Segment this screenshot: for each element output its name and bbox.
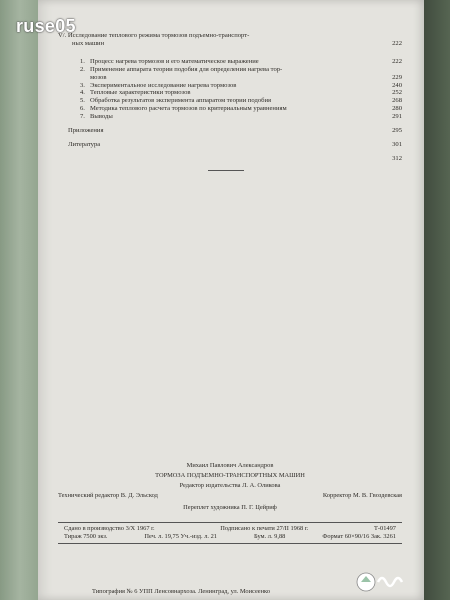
format-order: Формат 60×90/16 Зак. 3261 <box>322 533 396 540</box>
production-date: Сдано в производство 3/X 1967 г. <box>64 525 155 532</box>
toc-entry <box>80 89 402 97</box>
literature-page: 301 <box>392 140 402 148</box>
toc-entry-page: 222 <box>392 57 402 65</box>
toc-entry-number: 3. <box>80 81 85 89</box>
technical-editor: Технический редактор В. Д. Эльскод <box>58 492 158 499</box>
cover-artist: Переплет художника П. Г. Цейриф <box>183 504 277 511</box>
section-divider <box>208 170 244 171</box>
signed-date: Подписано к печати 27/II 1968 г. <box>220 525 309 532</box>
toc-entry-page: 291 <box>392 113 402 121</box>
publisher-editor: Редактор издательства Л. А. Оликова <box>179 482 281 489</box>
toc-entry-number: 1. <box>80 57 85 65</box>
chapter-heading <box>58 32 402 48</box>
staff-line <box>58 492 402 500</box>
toc-literature <box>68 141 402 149</box>
toc-entry <box>80 105 402 113</box>
last-page-number: 312 <box>392 154 402 162</box>
toc-entry <box>80 74 402 82</box>
author-name: Михаил Павлович Александров <box>186 462 274 469</box>
toc-entry-number: 5. <box>80 97 85 105</box>
toc-entry-page: 229 <box>392 73 402 81</box>
toc-appendix <box>68 127 402 135</box>
toc-entry-page: 280 <box>392 105 402 113</box>
toc-entry-number: 7. <box>80 113 85 121</box>
toc-last-page <box>68 155 402 163</box>
print-specs-row <box>64 525 396 533</box>
toc-entry <box>80 113 402 121</box>
sheets-info: Печ. л. 19,75 Уч.-изд. л. 21 <box>144 533 217 540</box>
chapter-title-line2: ных машин <box>72 39 105 47</box>
toc-entry-text: Тепловые характеристики тормозов <box>90 89 191 97</box>
toc-entry-number: 6. <box>80 105 85 113</box>
toc-entry-number: 2. <box>80 65 85 73</box>
toc-entry-text: Методика теплового расчета тормозов по критериальным уравнениям <box>90 105 287 113</box>
print-specs <box>58 522 402 544</box>
toc-entry-text: Экспериментальное исследование нагрева тормозов <box>90 81 237 89</box>
colophon <box>58 462 402 544</box>
watermark-logo: ruse05 <box>16 16 76 36</box>
toc-entry-text: Выводы <box>90 113 113 121</box>
toc-entry <box>80 66 402 74</box>
toc-entry <box>80 82 402 90</box>
toc-entry-text: Применение аппарата теории подобия для определения нагрева тор- <box>90 65 283 73</box>
appendix-page: 295 <box>392 127 402 135</box>
order-code: Т-01497 <box>373 525 396 532</box>
chapter-page: 222 <box>392 39 402 47</box>
toc-entry-page: 268 <box>392 97 402 105</box>
chapter-title-line1: V/. Исследование теплового режима тормозов подъемно-транспорт- <box>58 32 250 39</box>
corner-logo-icon <box>356 560 420 596</box>
toc-entry-page: 240 <box>392 81 402 89</box>
book-title: ТОРМОЗА ПОДЪЕМНО-ТРАНСПОРТНЫХ МАШИН <box>155 472 305 479</box>
book-cover-edge <box>422 0 450 600</box>
corrector: Корректор М. В. Гвоздевская <box>322 492 402 499</box>
printer-line: Типография № 6 УПП Ленсовнархоза. Ленинград, ул. Моисеенко <box>92 588 271 595</box>
table-of-contents <box>58 32 402 163</box>
toc-entry-number: 4. <box>80 89 85 97</box>
paper-sheets: Бум. л. 9,88 <box>253 533 286 540</box>
print-run: Тираж 7500 экз. <box>64 533 108 540</box>
literature-label: Литература <box>68 140 101 148</box>
toc-entry-text: мозов <box>90 73 107 81</box>
toc-entry <box>80 97 402 105</box>
toc-entry-page: 252 <box>392 89 402 97</box>
toc-entry-text: Процесс нагрева тормозов и его математическое выражение <box>90 57 259 65</box>
toc-entry-text: Обработка результатов эксперимента аппаратом теории подобия <box>90 97 272 105</box>
print-specs-row <box>64 533 396 541</box>
appendix-label: Приложения <box>68 127 104 135</box>
toc-entry <box>80 58 402 66</box>
